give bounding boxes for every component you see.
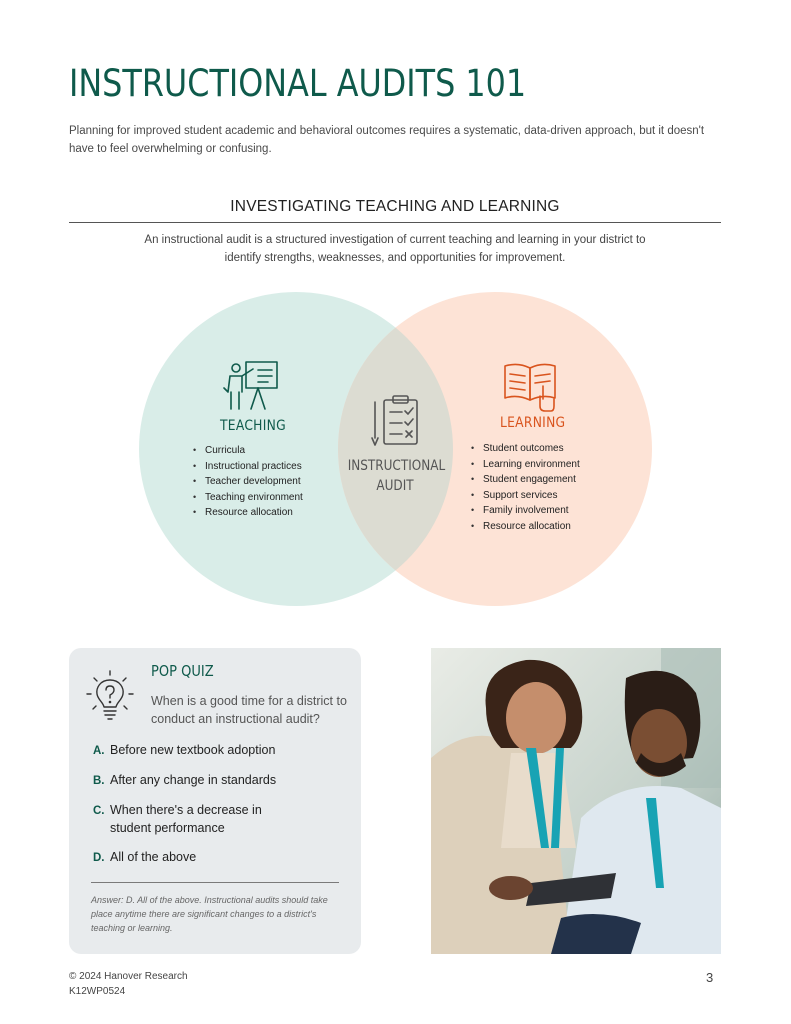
list-item: • Teacher development — [193, 474, 303, 490]
center-label-line1: INSTRUCTIONAL — [347, 458, 446, 474]
photo-illustration — [431, 648, 721, 954]
list-item: • Support services — [471, 488, 580, 504]
list-item: • Learning environment — [471, 457, 580, 473]
teaching-list — [193, 443, 303, 521]
photo-educators — [431, 648, 721, 954]
section-description: An instructional audit is a structured investigation of current teaching and learning in your district to identify strengths, weaknesses, and opportunities for improvement. — [144, 234, 646, 264]
option-text: When there's a decrease in student performance — [110, 803, 262, 835]
option-text: Before new textbook adoption — [110, 743, 276, 757]
list-item: • Instructional practices — [193, 459, 303, 475]
section-heading: INVESTIGATING TEACHING AND LEARNING — [230, 198, 560, 215]
quiz-title: POP QUIZ — [151, 662, 214, 680]
teaching-title: TEACHING — [220, 418, 286, 434]
quiz-divider — [91, 882, 339, 883]
document-code: K12WP0524 — [69, 986, 126, 997]
quiz-question: When is a good time for a district to conduct an instructional audit? — [151, 694, 347, 726]
quiz-option-a — [93, 741, 275, 760]
option-letter: C. — [93, 805, 105, 817]
quiz-option-c — [93, 801, 270, 837]
page-number: 3 — [706, 970, 714, 985]
list-item: • Student engagement — [471, 472, 580, 488]
option-letter: B. — [93, 775, 105, 787]
option-letter: A. — [93, 745, 105, 757]
option-text: After any change in standards — [110, 773, 277, 787]
list-item: • Resource allocation — [193, 505, 303, 521]
option-text: All of the above — [110, 850, 197, 864]
option-letter: D. — [93, 852, 105, 864]
quiz-option-b — [93, 771, 276, 790]
learning-list — [471, 441, 580, 535]
list-item: • Student outcomes — [471, 441, 580, 457]
instructional-audit-label — [347, 456, 446, 496]
pop-quiz-card — [69, 648, 361, 954]
learning-title: LEARNING — [500, 415, 566, 431]
copyright-text: © 2024 Hanover Research — [69, 971, 188, 982]
quiz-answer: Answer: D. All of the above. Instructional audits should take place anytime there are significant changes to a district's teaching or learning. — [91, 895, 328, 933]
list-item: • Family involvement — [471, 503, 580, 519]
list-item: • Curricula — [193, 443, 303, 459]
quiz-option-d — [93, 848, 196, 867]
list-item: • Teaching environment — [193, 490, 303, 506]
page-title: INSTRUCTIONAL AUDITS 101 — [69, 62, 527, 105]
list-item: • Resource allocation — [471, 519, 580, 535]
center-label-line2: AUDIT — [376, 478, 414, 494]
intro-paragraph: Planning for improved student academic and behavioral outcomes requires a systematic, data-driven approach, but it doesn't have to feel overwhelming or confusing. — [69, 125, 705, 155]
lightbulb-question-icon — [85, 670, 135, 724]
footer — [69, 969, 188, 999]
